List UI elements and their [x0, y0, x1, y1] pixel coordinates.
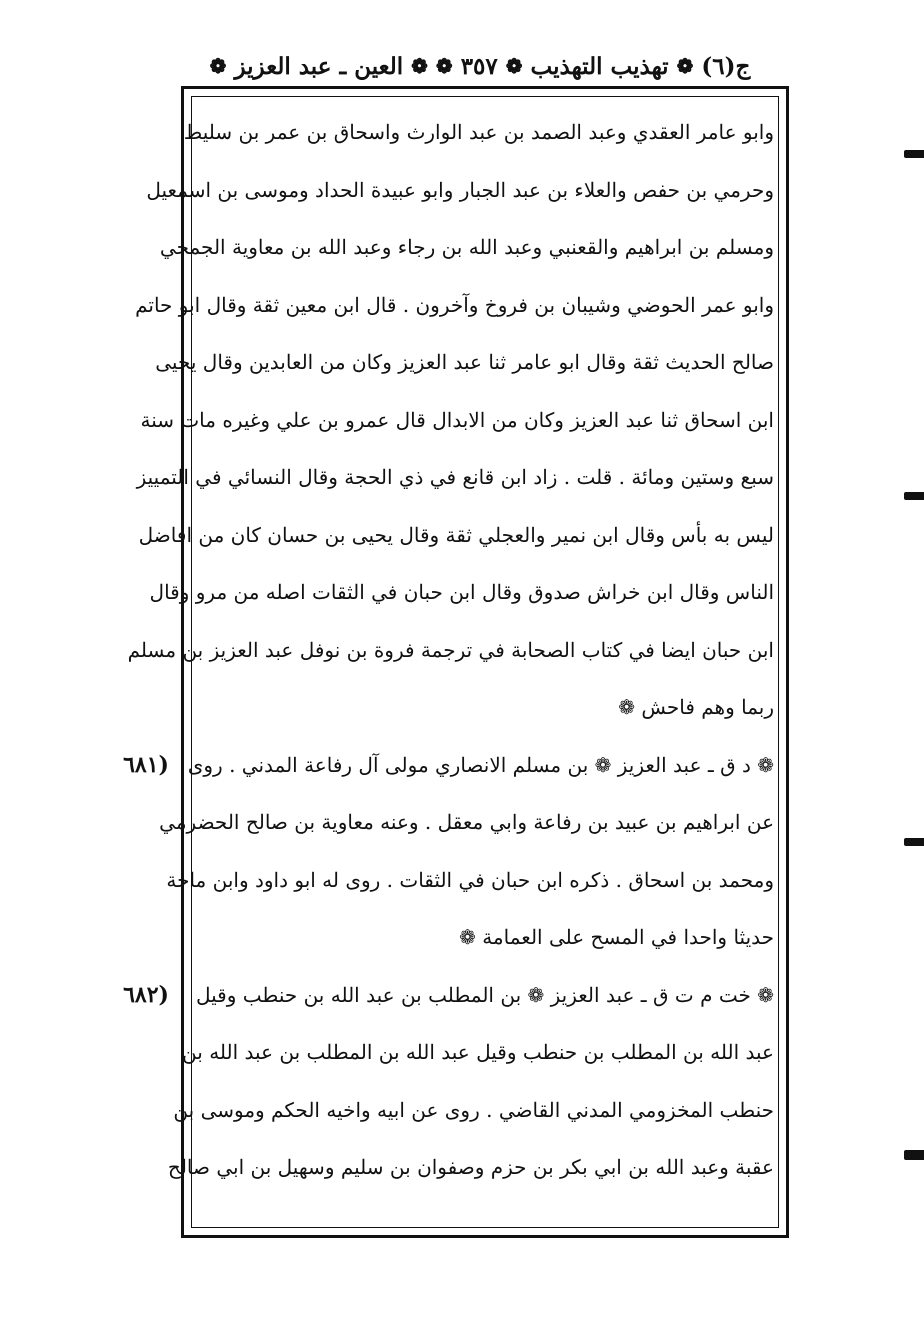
edge-mark — [904, 492, 924, 500]
text-line: ليس به بأس وقال ابن نمير والعجلي ثقة وقال يحيى بن حسان كان من افاضل — [138, 522, 774, 547]
text-line: الناس وقال ابن خراش صدوق وقال ابن حبان في الثقات اصله من مرو وقال — [149, 580, 774, 604]
ornament-icon: ❁ — [505, 54, 523, 78]
edge-mark — [904, 150, 924, 158]
text-line: ❁ خت م ت ق ـ عبد العزيز ❁ بن المطلب بن عبد الله بن حنطب وقيل — [196, 982, 774, 1007]
entry-number: (٦٨١ — [123, 751, 169, 778]
text-line: ومحمد بن اسحاق . ذكره ابن حبان في الثقات . روى له ابو داود وابن ماجة — [166, 867, 774, 892]
ornament-icon: ❁ — [435, 54, 453, 78]
entry-number: (٦٨٢ — [123, 981, 169, 1008]
text-line: ربما وهم فاحش ❁ — [618, 695, 774, 719]
text-line: وابو عامر العقدي وعبد الصمد بن عبد الوارث واسحاق بن عمر بن سليط — [183, 120, 774, 144]
text-line: سبع وستين ومائة . قلت . زاد ابن قانع في ذي الحجة وقال النسائي في التمييز — [136, 465, 774, 489]
text-line: ابن اسحاق ثنا عبد العزيز وكان من الابدال قال عمرو بن علي وغيره مات سنة — [140, 407, 774, 432]
page-header — [180, 46, 780, 86]
text-line: عن ابراهيم بن عبيد بن رفاعة وابي معقل . وعنه معاوية بن صالح الحضرمي — [159, 810, 774, 834]
text-line: عقبة وعبد الله بن ابي بكر بن حزم وصفوان بن سليم وسهيل بن ابي صالح — [167, 1155, 774, 1179]
ornament-icon: ❁ — [209, 54, 227, 78]
text-line: عبد الله بن المطلب بن حنطب وقيل عبد الله بن المطلب بن عبد الله بن — [182, 1040, 774, 1064]
edge-mark — [904, 838, 924, 846]
text-line: ابن حبان ايضا في كتاب الصحابة في ترجمة فروة بن نوفل عبد العزيز بن مسلم — [127, 637, 774, 662]
text-line: حديثا واحدا في المسح على العمامة ❁ — [459, 925, 774, 949]
volume-label: ج(٦) — [701, 52, 751, 80]
text-line: صالح الحديث ثقة وقال ابو عامر ثنا عبد العزيز وكان من العابدين وقال يحيى — [155, 350, 774, 374]
text-line: وابو عمر الحوضي وشيبان بن فروخ وآخرون . قال ابن معين ثقة وقال ابو حاتم — [135, 292, 774, 317]
text-line: حنطب المخزومي المدني القاضي . روى عن ابيه واخيه الحكم وموسى بن — [173, 1097, 774, 1122]
text-line: وحرمي بن حفص والعلاء بن عبد الجبار وابو عبيدة الحداد وموسى بن اسمعيل — [146, 177, 774, 202]
text-line: ومسلم بن ابراهيم والقعنبي وعبد الله بن رجاء وعبد الله بن معاوية الجمحي — [159, 235, 774, 259]
ornament-icon: ❁ — [676, 54, 694, 78]
section-title: العين ـ عبد العزيز — [234, 52, 404, 80]
book-title: تهذيب التهذيب — [530, 52, 669, 80]
edge-mark — [904, 1150, 924, 1160]
text-line: ❁ د ق ـ عبد العزيز ❁ بن مسلم الانصاري مولى آل رفاعة المدني . روى — [187, 752, 774, 777]
page-number: ٣٥٧ — [460, 52, 498, 80]
ornament-icon: ❁ — [411, 54, 428, 78]
